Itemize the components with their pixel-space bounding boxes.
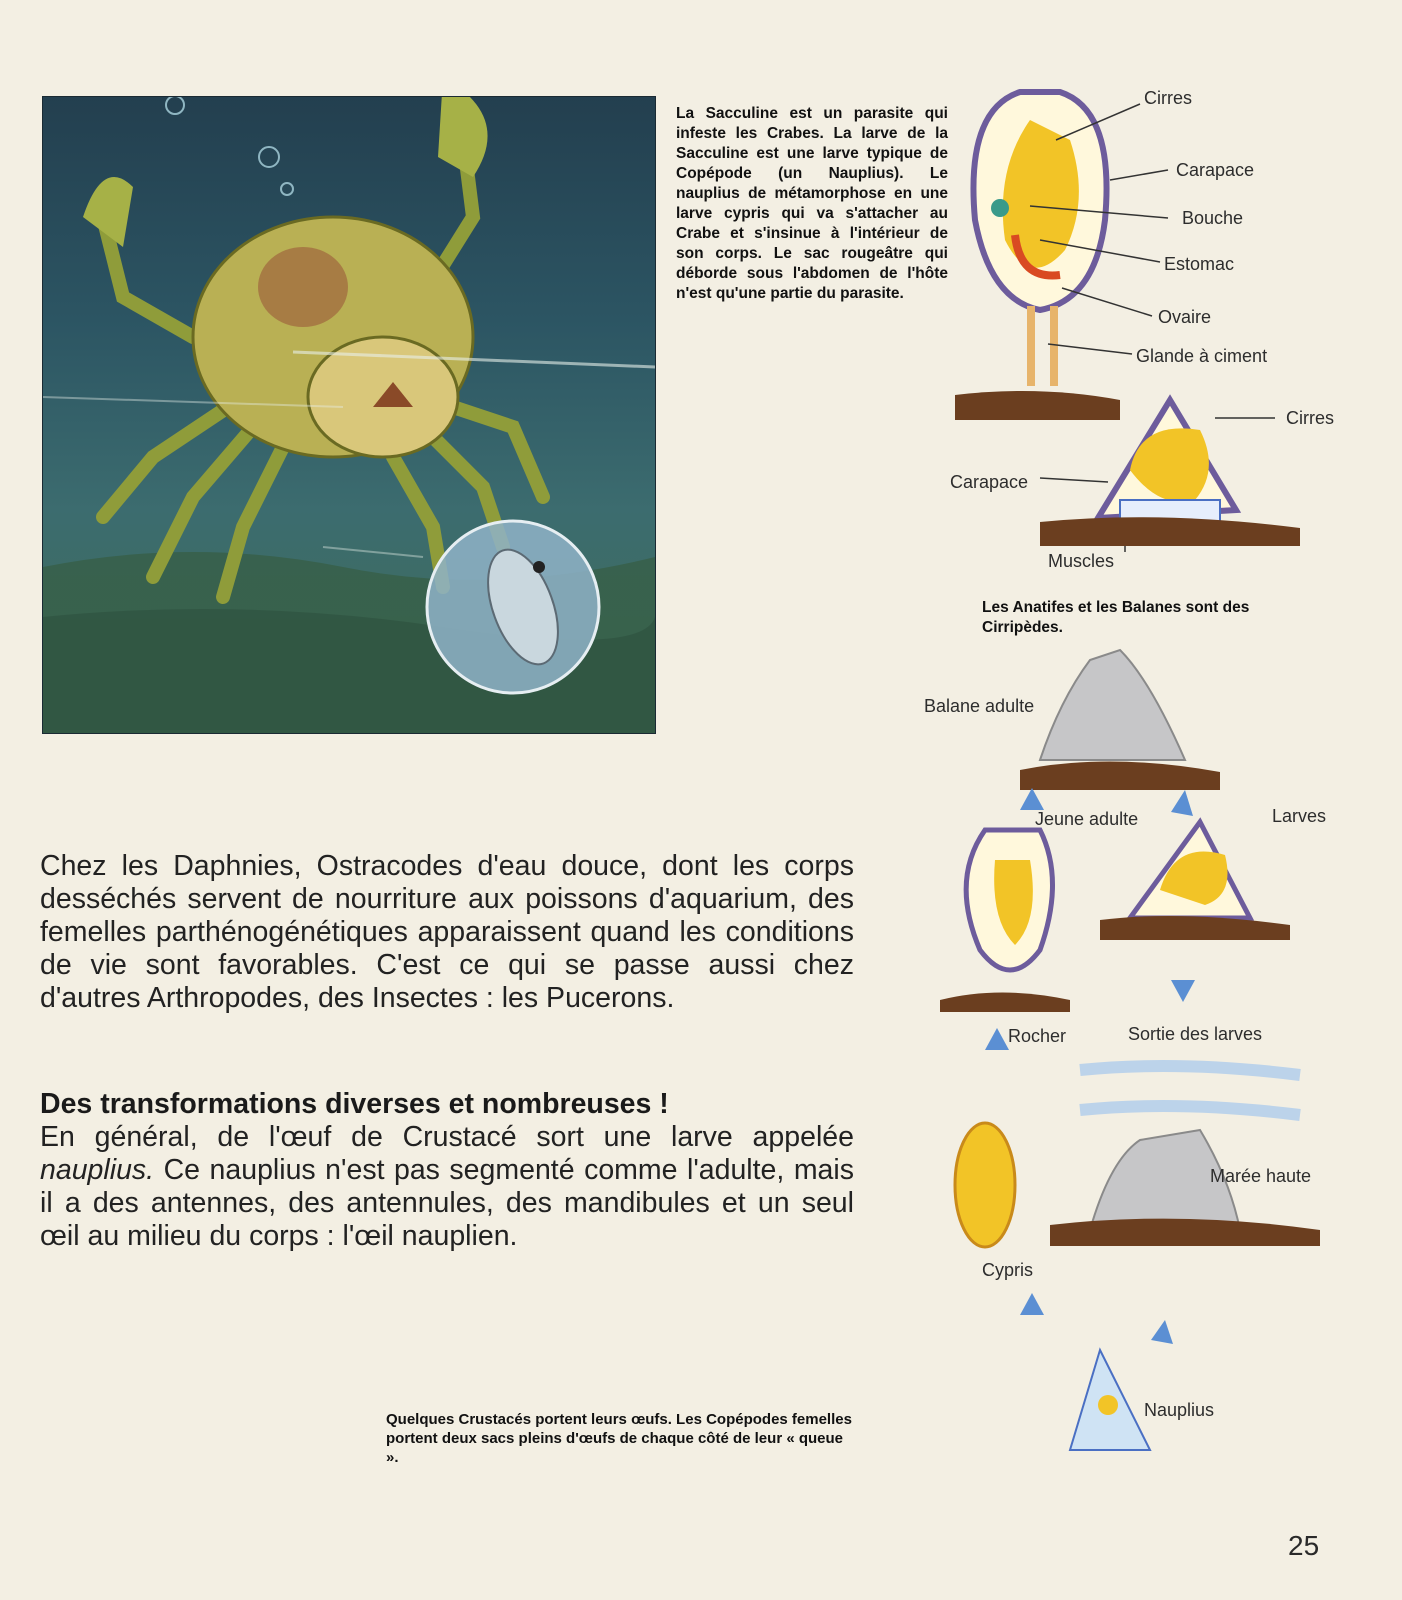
- label-bouche: Bouche: [1182, 208, 1244, 228]
- nauplius-paragraph: [40, 1121, 854, 1253]
- label-muscles: Muscles: [1048, 551, 1115, 571]
- label-nauplius: Nauplius: [1144, 1400, 1215, 1420]
- label-rocher: Rocher: [1008, 1026, 1067, 1046]
- label-sortie-larves: Sortie des larves: [1128, 1024, 1263, 1044]
- label-cirres-mid: Cirres: [1286, 408, 1334, 428]
- label-jeune-adulte: Jeune adulte: [1035, 809, 1139, 829]
- label-maree-haute: Marée haute: [1210, 1166, 1312, 1186]
- label-balane-adulte: Balane adulte: [924, 696, 1035, 716]
- label-glande-ciment: Glande à ciment: [1136, 346, 1268, 366]
- label-ovaire: Ovaire: [1158, 307, 1212, 327]
- label-carapace-top: Carapace: [1176, 160, 1255, 180]
- copepodes-caption: Quelques Crustacés portent leurs œufs. Les Copépodes femelles portent deux sacs pleins d'œufs de chaque côté de leur « queue ».: [386, 1411, 852, 1466]
- nauplius-term: nauplius.: [40, 1154, 155, 1186]
- label-estomac: Estomac: [1164, 254, 1235, 274]
- nauplius-paragraph-end: Ce nauplius n'est pas segmenté comme l'adulte, mais il a des antennes, des antennules, des mandibules et un seul œil au milieu du corps : l'œil nauplien.: [40, 1154, 854, 1252]
- cirripedes-caption: Les Anatifes et les Balanes sont des Cirripèdes.: [982, 599, 1250, 636]
- label-cypris: Cypris: [982, 1260, 1034, 1280]
- section-heading: Des transformations diverses et nombreuses !: [40, 1088, 669, 1120]
- label-cirres-top: Cirres: [1144, 88, 1192, 108]
- daphnies-paragraph: Chez les Daphnies, Ostracodes d'eau douce, dont les corps desséchés servent de nourriture aux poissons d'aquarium, des femelles parthénogénétiques apparaissent quand les conditions de vie sont favorables. C'est ce qui se passe aussi chez d'autres Arthropodes, des Insectes : les Pucerons.: [40, 850, 854, 1014]
- sacculine-caption: La Sacculine est un parasite qui infeste les Crabes. La larve de la Sacculine est une larve typique de Copépode (un Nauplius). Le nauplius de métamorphose en une larve cypris qui va s'attacher au Crabe et s'insinue à l'intérieur de son corps. Le sac rougeâtre qui déborde sous l'abdomen de l'hôte n'est qu'une partie du parasite.: [676, 105, 948, 302]
- page-number: 25: [1288, 1530, 1320, 1561]
- nauplius-paragraph-start: En général, de l'œuf de Crustacé sort une larve appelée: [40, 1121, 854, 1153]
- label-carapace-mid: Carapace: [950, 472, 1029, 492]
- label-larves: Larves: [1272, 806, 1327, 826]
